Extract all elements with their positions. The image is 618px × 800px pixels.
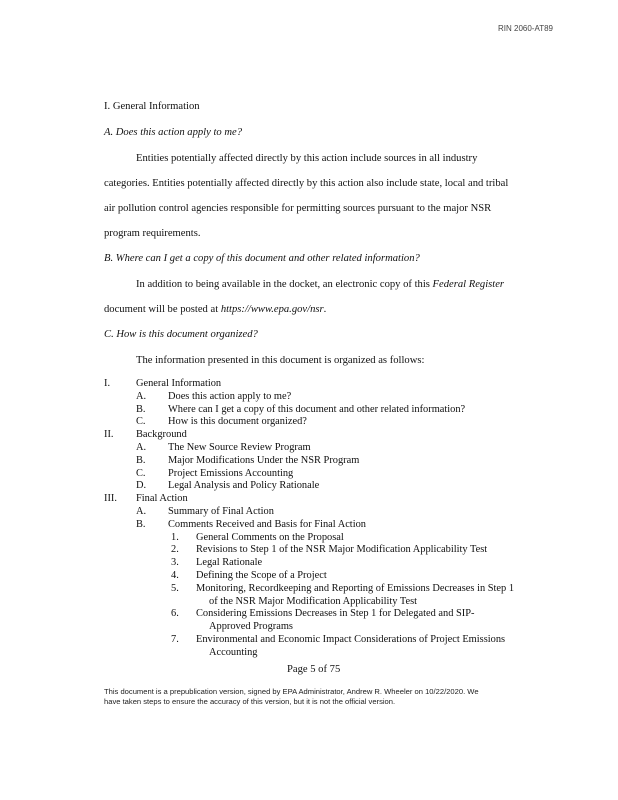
toc-entry: General Information <box>136 378 222 389</box>
toc-entry: Defining the Scope of a Project <box>196 570 327 581</box>
toc-number: D. <box>136 480 147 492</box>
toc-entry: Monitoring, Recordkeeping and Reporting of Emissions Decreases in Step 1 <box>196 582 515 594</box>
toc-entry: Background <box>136 429 187 441</box>
toc-number: 4. <box>171 570 179 581</box>
subheading-a: A. Does this action apply to me? <box>104 127 242 138</box>
toc-number: A. <box>136 390 147 402</box>
toc-number: 6. <box>171 608 179 620</box>
paragraph-b-text: In addition to being available in the docket, an electronic copy of this <box>136 279 433 290</box>
footer-disclaimer <box>104 687 479 707</box>
toc-entry: How is this document organized? <box>168 416 307 428</box>
paragraph-a-line: air pollution control agencies responsible for permitting sources pursuant to the major NSR <box>104 203 492 214</box>
toc-entry: General Comments on the Proposal <box>196 531 344 543</box>
toc-entry: Does this action apply to me? <box>168 390 292 402</box>
toc-entry: Legal Analysis and Policy Rationale <box>168 480 320 492</box>
toc-entry: Major Modifications Under the NSR Program <box>168 454 360 466</box>
paragraph-a-line: categories. Entities potentially affected directly by this action also include state, local and tribal <box>104 178 509 189</box>
toc-number: A. <box>136 506 147 517</box>
toc-entry: Summary of Final Action <box>168 506 274 517</box>
paragraph-b-line-1 <box>136 279 504 290</box>
toc-entry: Approved Programs <box>209 621 293 633</box>
federal-register-text: Federal Register <box>432 279 505 290</box>
toc-entry: The New Source Review Program <box>168 442 311 453</box>
toc-entry: Accounting <box>209 646 258 658</box>
toc-entry: of the NSR Major Modification Applicability Test <box>209 595 418 607</box>
toc-number: A. <box>136 442 147 453</box>
toc-number: B. <box>136 518 146 530</box>
toc-number: I. <box>104 378 111 389</box>
toc-entry: Environmental and Economic Impact Considerations of Project Emissions <box>196 634 506 645</box>
subheading-c: C. How is this document organized? <box>104 329 258 340</box>
toc-entry: Project Emissions Accounting <box>168 467 294 479</box>
toc-entry: Legal Rationale <box>196 557 263 569</box>
toc-number: 3. <box>171 557 179 569</box>
toc-entry: Considering Emissions Decreases in Step 1 for Delegated and SIP- <box>196 608 475 620</box>
toc-number: B. <box>136 454 146 466</box>
toc-entry: Revisions to Step 1 of the NSR Major Modification Applicability Test <box>196 544 488 556</box>
epa-nsr-link[interactable]: https://www.epa.gov/nsr <box>220 304 324 315</box>
toc-number: 5. <box>171 582 179 594</box>
subheading-b: B. Where can I get a copy of this document and other related information? <box>104 253 420 264</box>
toc-number: 1. <box>171 531 179 543</box>
toc-entry: Comments Received and Basis for Final Action <box>168 518 366 530</box>
toc-number: B. <box>136 403 146 415</box>
toc-entry: Final Action <box>136 493 188 505</box>
paragraph-b-text: document will be posted at <box>104 304 221 315</box>
toc-number: II. <box>104 429 114 441</box>
paragraph-a-line: program requirements. <box>104 228 201 239</box>
page-number: Page 5 of 75 <box>287 664 341 675</box>
footer-line: This document is a prepublication version, signed by EPA Administrator, Andrew R. Wheeler on 10/22/2020. We <box>104 687 479 696</box>
paragraph-c-intro: The information presented in this document is organized as follows: <box>136 355 425 366</box>
toc-entry: Where can I get a copy of this document and other related information? <box>168 403 466 415</box>
section-title: I. General Information <box>104 101 200 112</box>
document-id: RIN 2060-AT89 <box>498 24 553 33</box>
toc-number: 7. <box>171 634 179 645</box>
toc-number: C. <box>136 467 146 479</box>
paragraph-b-line-2 <box>104 304 326 315</box>
toc-number: 2. <box>171 544 179 556</box>
toc-number: III. <box>104 493 117 505</box>
paragraph-b-text: . <box>323 304 327 315</box>
footer-line: have taken steps to ensure the accuracy of this version, but it is not the official version. <box>104 697 396 706</box>
paragraph-a-line: Entities potentially affected directly by this action include sources in all industry <box>136 153 478 164</box>
toc-number: C. <box>136 416 146 428</box>
